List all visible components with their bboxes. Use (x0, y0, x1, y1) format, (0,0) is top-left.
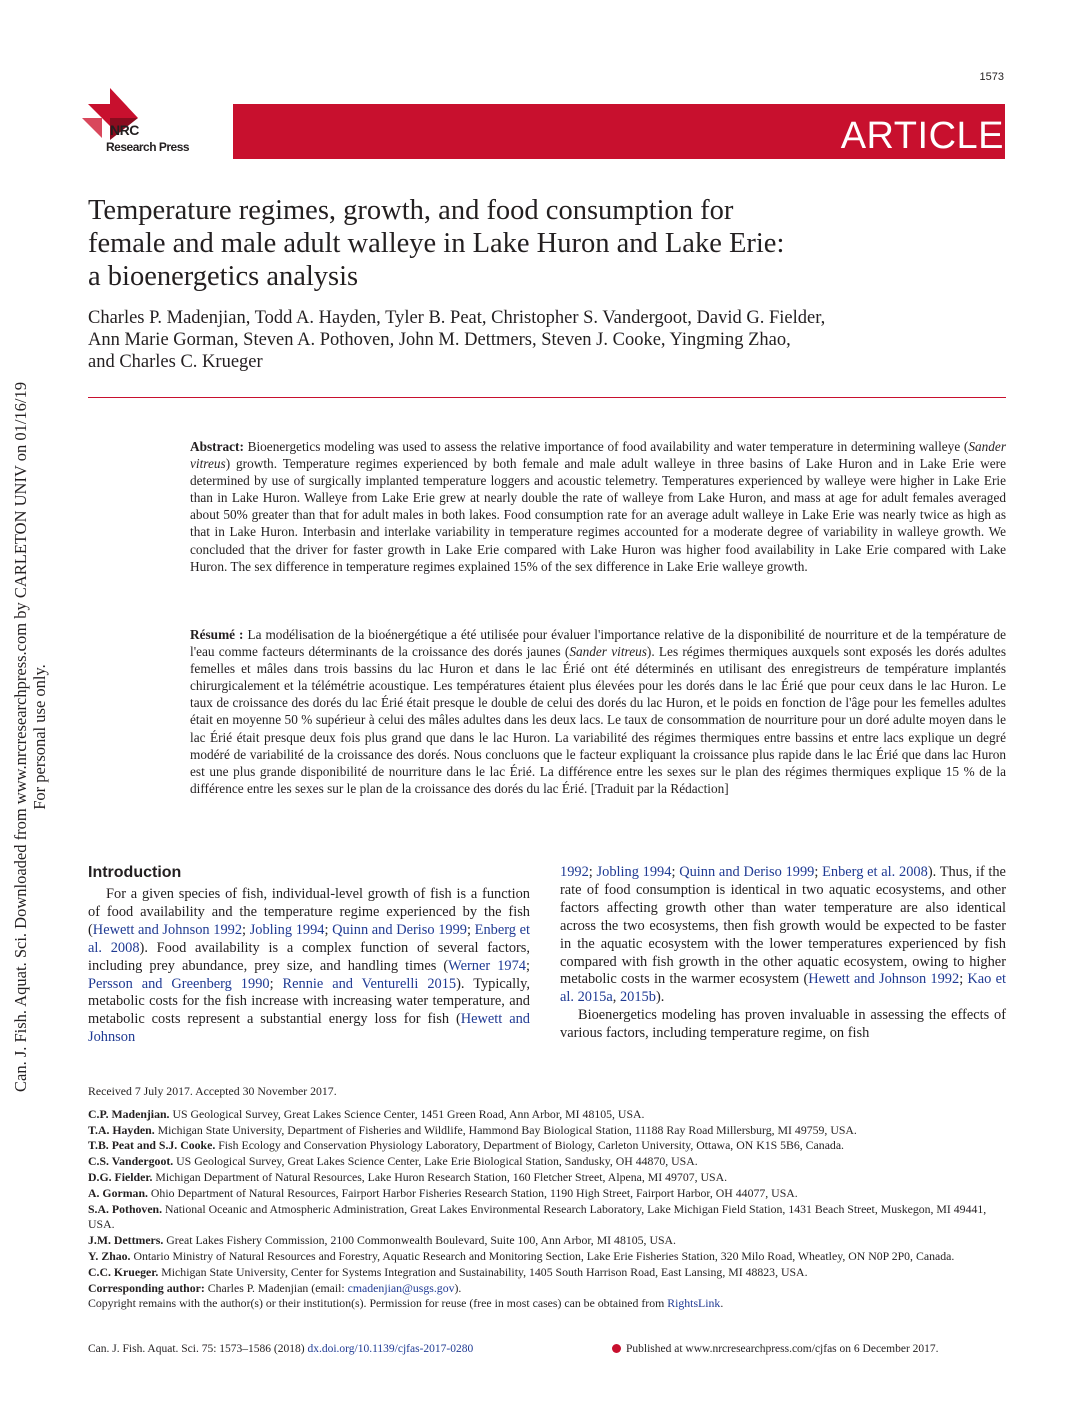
citation-link[interactable]: Jobling 1994 (249, 921, 325, 938)
body-text: ). Typically, metabolic costs for the fish increase with increasing water temperature, and metabolic costs represent a substantial energy loss for fish ( (88, 975, 531, 1028)
citation-link[interactable]: Quinn and Deriso 1999 (679, 864, 815, 880)
affiliation-name: J.M. Dettmers. (88, 1233, 164, 1248)
affiliation (88, 1233, 1008, 1249)
affiliation-name: C.C. Krueger. (88, 1264, 159, 1279)
citation-link[interactable]: Werner 1974 (448, 957, 526, 974)
affiliation-name: S.A. Pothoven. (88, 1201, 163, 1216)
separator: ; (242, 921, 250, 938)
article-title (88, 194, 1008, 293)
affiliation (88, 1170, 1008, 1186)
logo-text-research-press: Research Press (106, 140, 190, 154)
citation-link[interactable]: Jobling 1994 (596, 864, 672, 880)
affiliation-name: T.A. Hayden. (88, 1122, 155, 1137)
citation-link[interactable]: Hewett and Johnson 1992 (808, 971, 960, 988)
affiliation-name: A. Gorman. (88, 1185, 148, 1200)
logo-text-nrc: NRC (110, 122, 139, 138)
affiliation-text: Ontario Ministry of Natural Resources and Forestry, Aquatic Research and Monitoring Section, Lake Erie Fisheries Station, 320 Milo Road, Wheatley, ON N0P 2P0, Canada. (130, 1248, 955, 1263)
affiliation-text: Ohio Department of Natural Resources, Fairport Harbor Fisheries Research Station, 1190 High Street, Fairport Harbor, OH 44077, USA. (147, 1185, 798, 1200)
affiliation-name: Y. Zhao. (88, 1248, 131, 1263)
footer-published (612, 1343, 939, 1355)
title-divider (88, 397, 1006, 398)
author-list (88, 307, 1008, 373)
separator: ; (671, 864, 680, 880)
citation-link[interactable]: Hewett and Johnson (88, 1011, 530, 1046)
title-line: Temperature regimes, growth, and food consumption for (88, 195, 734, 226)
body-text: ). Thus, if the rate of food consumption is identical in two aquatic ecosystems, and other factors affecting growth other than water temperature are also identical across the two ecosystems, then fish growth would be expected to be faster in the aquatic ecosystem with the lower temperatures experienced by fish compared with fish growth in the other aquatic ecosystem, owing to higher metabolic costs in the warmer ecosystem ( (560, 864, 1006, 988)
body-column-left (88, 886, 530, 1047)
affiliation-text: Fish Ecology and Conservation Physiology Laboratory, Department of Biology, Carleton University, Ottawa, ON K1S 5B6, Canada. (215, 1138, 845, 1153)
body-text: ). (655, 989, 665, 1006)
page-number: 1573 (979, 71, 1004, 83)
copyright (88, 1296, 1008, 1312)
affiliation-name: C.P. Madenjian. (88, 1106, 170, 1121)
published-text: Published at www.nrcresearchpress.com/cjfas on 6 December 2017. (626, 1343, 939, 1355)
separator: , (612, 989, 620, 1006)
abstract-english (190, 438, 1006, 575)
separator: ; (814, 864, 823, 880)
affiliation-text: Michigan State University, Center for Systems Integration and Sustainability, 1405 South Harrison Road, East Lansing, MI 48823, USA. (158, 1264, 808, 1279)
corresponding-text: Charles P. Madenjian (email: (204, 1280, 348, 1295)
separator: ; (588, 864, 597, 880)
citation-link[interactable]: 2015b (619, 989, 656, 1006)
corresponding-end: ). (454, 1280, 462, 1295)
species-name: Sander vitreus (190, 439, 1006, 472)
affiliation-name: D.G. Fielder. (88, 1169, 153, 1184)
affiliation-text: US Geological Survey, Great Lakes Science Center, 1451 Green Road, Ann Arbor, MI 48105, USA. (169, 1106, 645, 1121)
citation-link[interactable]: 1992 (560, 864, 589, 880)
author-line: Charles P. Madenjian, Todd A. Hayden, Tyler B. Peat, Christopher S. Vandergoot, David G. Fielder, (88, 308, 826, 328)
species-name: Sander vitreus (569, 644, 647, 660)
separator: ; (467, 921, 475, 938)
body-text: For a given species of fish, individual-level growth of fish is a function of food availability and the temperature regime experienced by the fish ( (88, 886, 530, 938)
resume-text: ). Les régimes thermiques auxquels sont exposés les dorés adultes femelles et mâles dans trois bassins du lac Huron et dans le lac Érié ont été déterminés en utilisant des enregistreurs de température implantés chirurgicalement et la télémétrie acoustique. Les températures étaient plus élevées pour les dorés dans le lac Érié que pour ceux dans le lac Huron. Le taux de croissance des dorés du lac Érié était presque le double de celui des dorés du lac Huron, et le poids en fonction de l'âge pour les femelles adultes était en moyenne 50 % supérieur à celui des mâles adultes dans les deux lacs. Le taux de consommation de nourriture pour un doré adulte moyen dans le lac Érié était presque deux fois plus grand que dans le lac Huron. La variabilité des régimes thermiques entre bassins et entre lacs explique un degré modéré de variabilité de la croissance des dorés. Nous concluons que le facteur expliquant la croissance plus rapide dans le lac Érié que dans lac Huron est une plus grande disponibilité de nourriture dans le lac Érié. La différence entre les sexes sur le plan des régimes thermiques explique 15 % de la différence entre les sexes sur le plan de la croissance des dorés du lac Érié. [Traduit par la Rédaction] (190, 644, 1006, 796)
paragraph: Bioenergetics modeling has proven invaluable in assessing the effects of various factors, including temperature regime, on fish (560, 1007, 1006, 1042)
affiliation (88, 1154, 1008, 1170)
affiliation (88, 1107, 1008, 1123)
title-line: a bioenergetics analysis (88, 261, 359, 292)
section-heading-introduction: Introduction (88, 864, 182, 881)
citation-link[interactable]: Persson and Greenberg 1990 (88, 975, 270, 992)
body-text: ). Food availability is a complex function of several factors, including prey abundance, prey size, and handling times ( (88, 939, 530, 974)
citation-text: Can. J. Fish. Aquat. Sci. 75: 1573–1586 (2018) (88, 1343, 308, 1355)
affiliation (88, 1123, 1008, 1139)
download-stamp-line1: Can. J. Fish. Aquat. Sci. Downloaded from www.nrcresearchpress.com by CARLETON UNIV on 01/16/19 (11, 382, 30, 1093)
separator: ; (526, 957, 530, 974)
affiliation-text: Michigan Department of Natural Resources, Lake Huron Research Station, 160 Fletcher Street, Alpena, MI 49707, USA. (152, 1169, 728, 1184)
separator: ; (324, 921, 333, 938)
separator: ; (959, 971, 968, 988)
bullet-icon (612, 1344, 621, 1353)
download-stamp (11, 377, 49, 1097)
paragraph (560, 864, 1006, 1007)
footer-citation (88, 1343, 473, 1355)
affiliation-name: C.S. Vandergoot. (88, 1154, 174, 1169)
affiliation (88, 1265, 1008, 1281)
affiliation-text: Michigan State University, Department of Fisheries and Wildlife, Hammond Bay Biological Station, 11188 Ray Road Millersburg, MI 49759, USA. (154, 1122, 857, 1137)
author-line: Ann Marie Gorman, Steven A. Pothoven, John M. Dettmers, Steven J. Cooke, Yingming Zhao, (88, 330, 791, 350)
received-dates: Received 7 July 2017. Accepted 30 November 2017. (88, 1084, 337, 1098)
email-link[interactable]: cmadenjian@usgs.gov (347, 1280, 455, 1295)
abstract-label: Abstract: (190, 439, 244, 454)
download-stamp-line2: For personal use only. (30, 664, 49, 810)
footnotes (88, 1084, 1008, 1312)
citation-link[interactable]: Rennie and Venturelli 2015 (282, 975, 457, 992)
copyright-text: Copyright remains with the author(s) or their institution(s). Permission for reuse (free in most cases) can be obtained from (88, 1296, 668, 1311)
rightslink-link[interactable]: RightsLink (667, 1296, 721, 1311)
citation-link[interactable]: Kao et al. 2015a (560, 971, 1006, 1006)
corresponding-author (88, 1281, 1008, 1297)
affiliation-text: National Oceanic and Atmospheric Administration, Great Lakes Environmental Research Laboratory, Lake Michigan Field Station, 1431 Beach Street, Muskegon, MI 49441, USA. (88, 1201, 987, 1232)
resume-text: La modélisation de la bioénergétique a été utilisée pour évaluer l'importance relative de la disponibilité de nourriture et de la température de l'eau comme facteurs déterminants de la croissance des dorés jaunes ( (190, 627, 1006, 660)
citation-link[interactable]: Quinn and Deriso 1999 (332, 921, 467, 938)
affiliation (88, 1138, 1008, 1154)
affiliation (88, 1186, 1008, 1202)
affiliation-name: T.B. Peat and S.J. Cooke. (88, 1138, 216, 1153)
affiliation (88, 1249, 1008, 1265)
separator: ; (269, 975, 283, 992)
resume-label: Résumé : (190, 627, 244, 642)
abstract-text: Bioenergetics modeling was used to assess the relative importance of food availability and water temperature in determining walleye ( (243, 439, 969, 454)
title-line: female and male adult walleye in Lake Huron and Lake Erie: (88, 228, 785, 259)
abstract-text: ) growth. Temperature regimes experienced by both female and male adult walleye in three basins of Lake Huron and in Lake Erie were determined by use of surgically implanted temperature loggers and acoustic telemetry. Temperatures experienced by walleye were higher in Lake Erie than in Lake Huron. Walleye from Lake Erie grew at nearly double the rate of walleye from Lake Huron, and mass at age for adult females averaged about 50% greater than that for adult males in both lakes. Food consumption rate for an average adult walleye in Lake Erie was nearly twice as high as that in Lake Huron. Interbasin and interlake variability in temperature regimes accounted for a moderate degree of variability in walleye growth. We concluded that the driver for faster growth in Lake Erie compared with Lake Huron was higher food availability in Lake Erie compared with Lake Huron. The sex difference in temperature regimes explained 15% of the sex difference in Lake Erie walleye growth. (190, 456, 1006, 574)
author-line: and Charles C. Krueger (88, 352, 263, 372)
affiliation-text: US Geological Survey, Great Lakes Science Center, Lake Erie Biological Station, Sandusky, OH 44870, USA. (173, 1154, 698, 1169)
spacer (88, 1100, 1008, 1107)
citation-link[interactable]: Enberg et al. 2008 (88, 921, 530, 956)
paragraph (88, 886, 530, 1047)
citation-link[interactable]: Enberg et al. 2008 (822, 864, 928, 880)
copyright-end: . (720, 1296, 724, 1311)
article-type-label: ARTICLE (840, 115, 1004, 157)
citation-link[interactable]: Hewett and Johnson 1992 (92, 921, 243, 938)
affiliation (88, 1202, 1008, 1234)
affiliation-text: Great Lakes Fishery Commission, 2100 Commonwealth Boulevard, Suite 100, Ann Arbor, MI 48105, USA. (163, 1233, 677, 1248)
abstract-french (190, 626, 1006, 797)
corresponding-label: Corresponding author: (88, 1280, 205, 1295)
body-column-right (560, 864, 1006, 1043)
doi-link[interactable]: dx.doi.org/10.1139/cjfas-2017-0280 (307, 1343, 474, 1355)
